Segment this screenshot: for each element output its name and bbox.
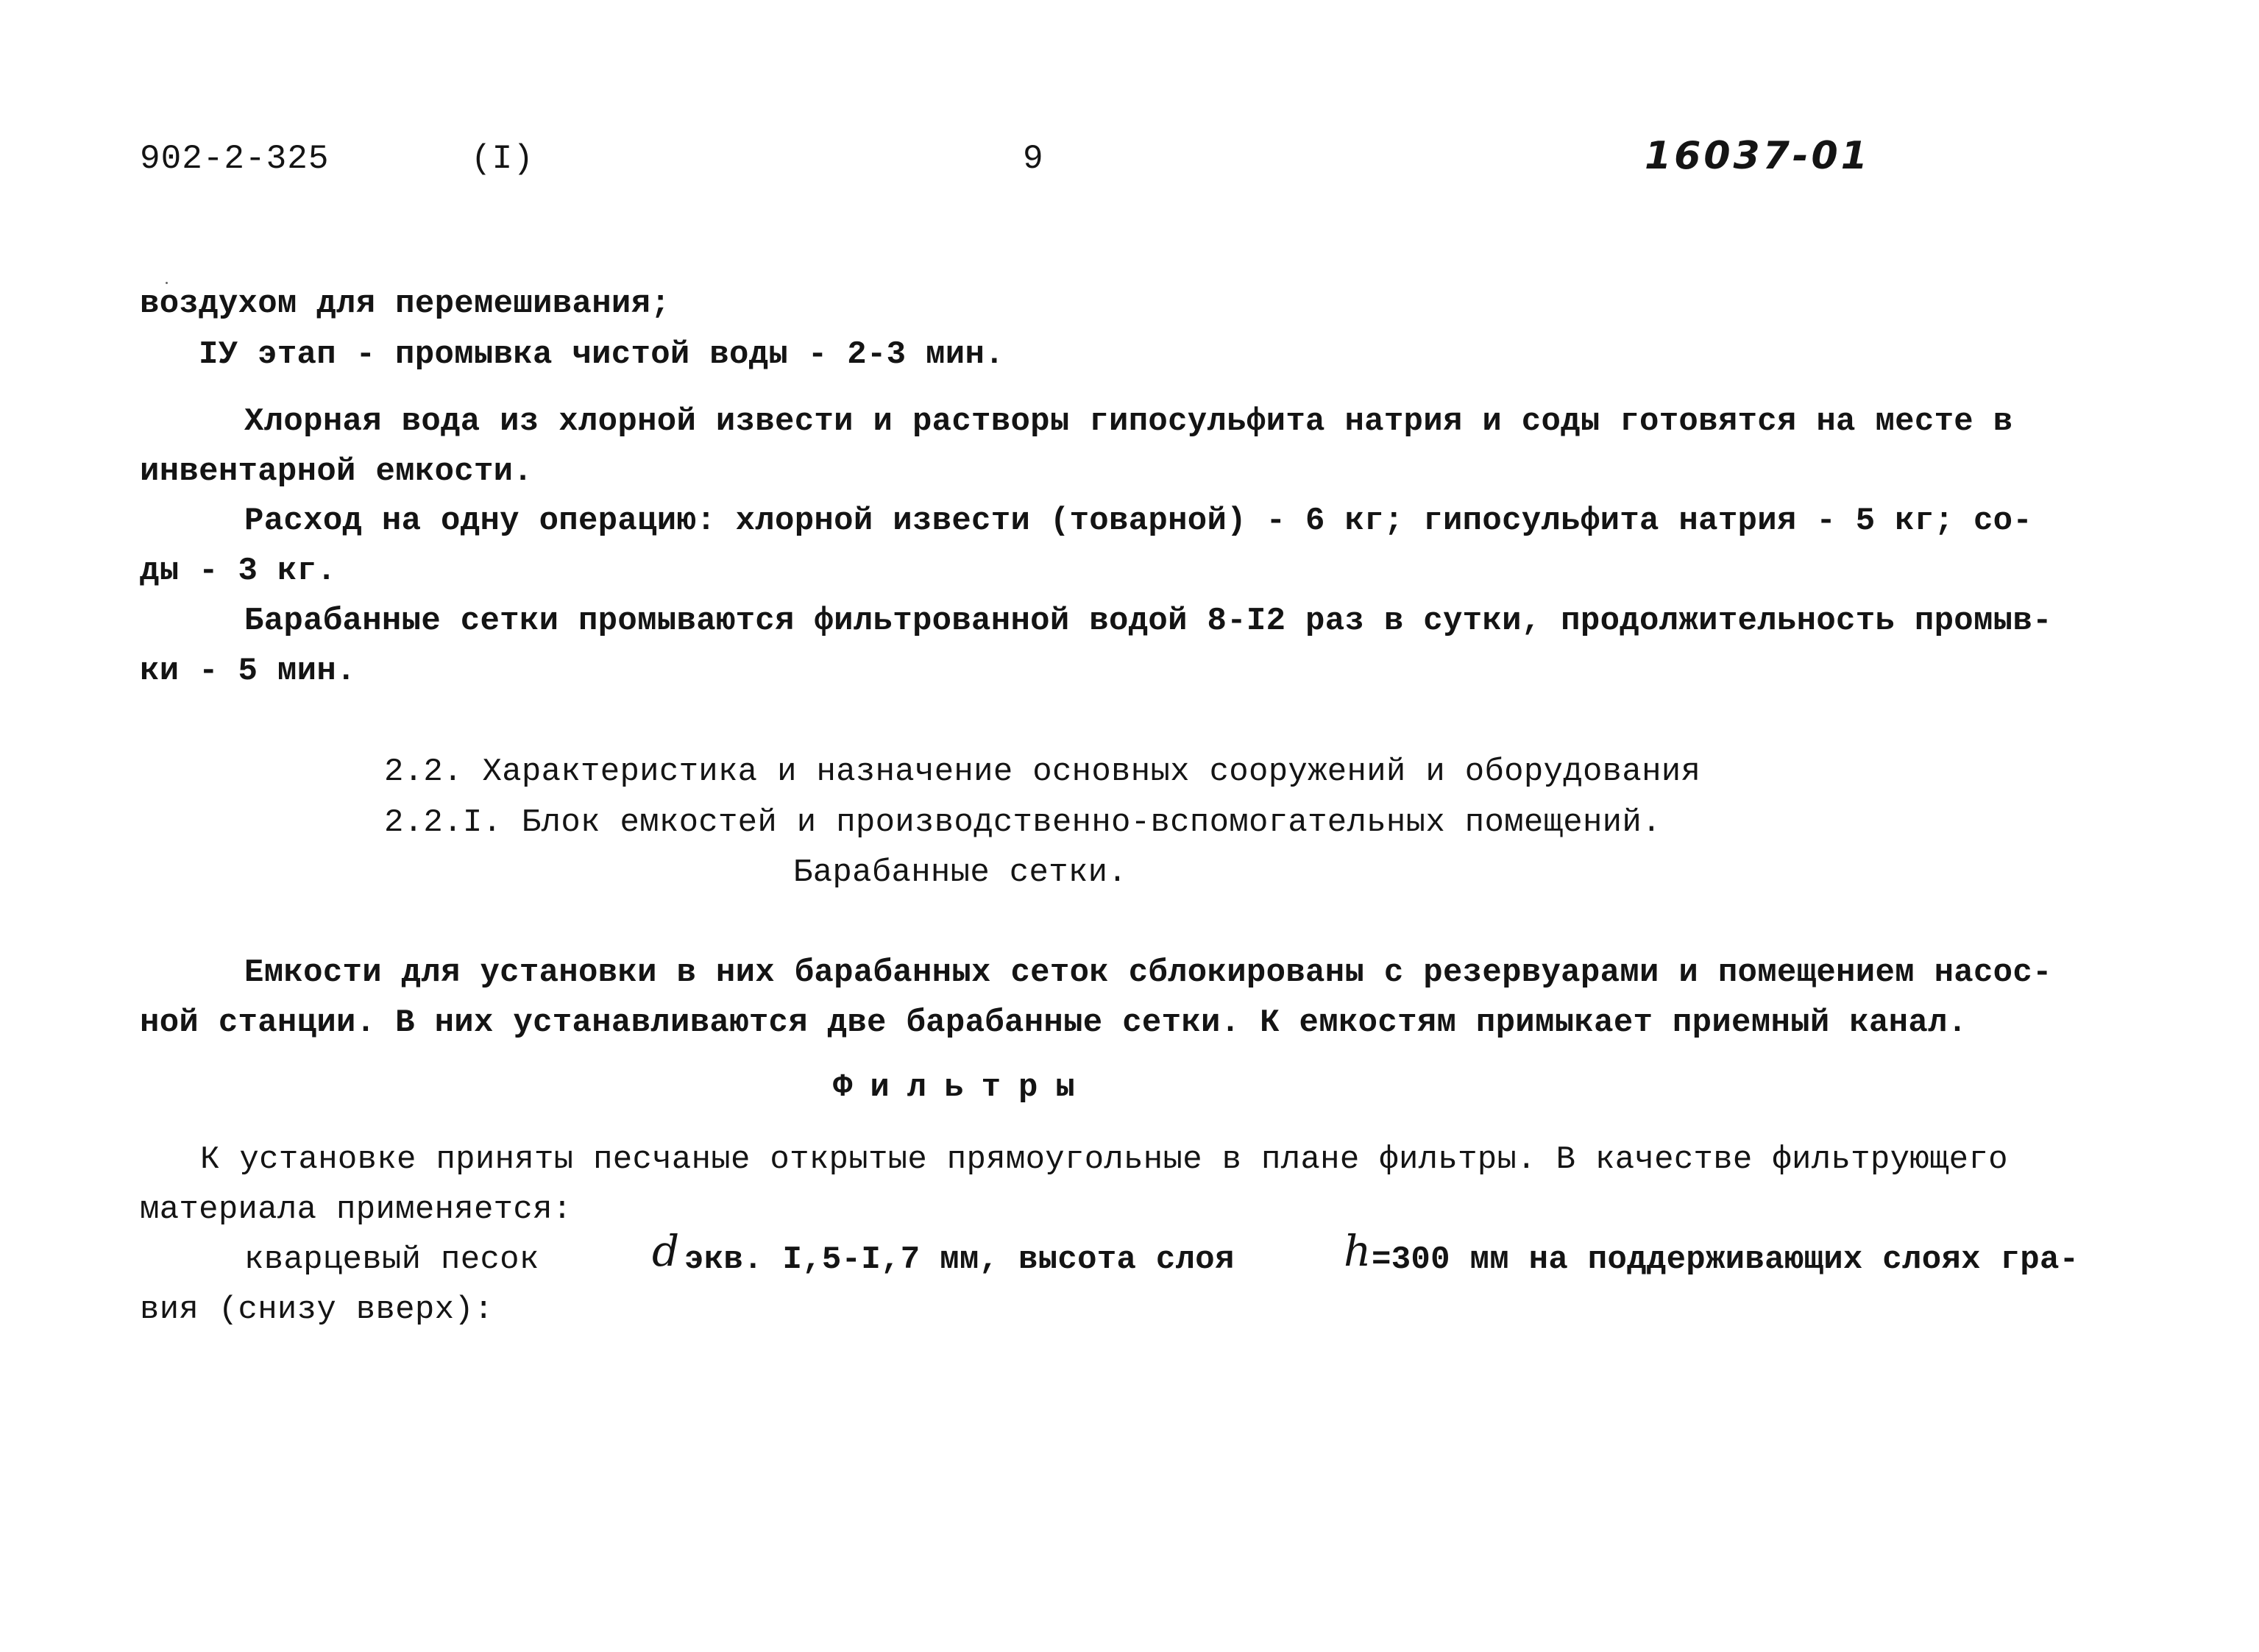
text-line: инвентарной емкости. [140, 453, 533, 490]
text-line: К установке приняты песчаные открытые прямоугольные в плане фильтры. В качестве фильтрующего [200, 1141, 2008, 1178]
section-title-filters: Фильтры [833, 1069, 1093, 1106]
text-line: ды - 3 кг. [140, 553, 337, 589]
page-number: 9 [1023, 140, 1044, 178]
text-line: экв. I,5-I,7 мм, высота слоя [684, 1241, 1235, 1278]
text-line: вия (снизу вверх): [140, 1291, 494, 1328]
handwritten-stamp-number: 16037-01 [1645, 134, 1870, 178]
text-line: =300 мм на поддерживающих слоях гра- [1372, 1241, 2079, 1278]
text-line: кварцевый песок [244, 1241, 539, 1278]
symbol-h: h [1344, 1226, 1372, 1276]
text-line: ной станции. В них устанавливаются две барабанные сетки. К емкостям примыкает приемный канал. [140, 1004, 1968, 1041]
text-line: Расход на одну операцию: хлорной извести (товарной) - 6 кг; гипосульфита натрия - 5 кг; со- [244, 503, 2033, 539]
subsection-title: Барабанные сетки. [793, 854, 1127, 891]
document-code: 902-2-325 [140, 140, 330, 178]
subsection-heading: 2.2.I. Блок емкостей и производственно-вспомогательных помещений. [384, 804, 1662, 841]
section-heading: 2.2. Характеристика и назначение основных сооружений и оборудования [384, 754, 1701, 790]
text-line: Хлорная вода из хлорной извести и растворы гипосульфита натрия и соды готовятся на месте в [244, 403, 2013, 440]
text-line: Барабанные сетки промываются фильтрованной водой 8-I2 раз в сутки, продолжительность промыв- [244, 603, 2052, 639]
text-line: Емкости для установки в них барабанных сеток сблокированы с резервуарами и помещением насос- [244, 954, 2052, 991]
text-line: воздухом для перемешивания; [140, 286, 671, 322]
text-line: материала применяется: [140, 1191, 572, 1228]
symbol-d: d [652, 1226, 680, 1276]
text-line: ки - 5 мин. [140, 653, 356, 689]
document-part: (I) [471, 140, 534, 178]
text-line: IУ этап - промывка чистой воды - 2-3 мин. [199, 336, 1004, 373]
